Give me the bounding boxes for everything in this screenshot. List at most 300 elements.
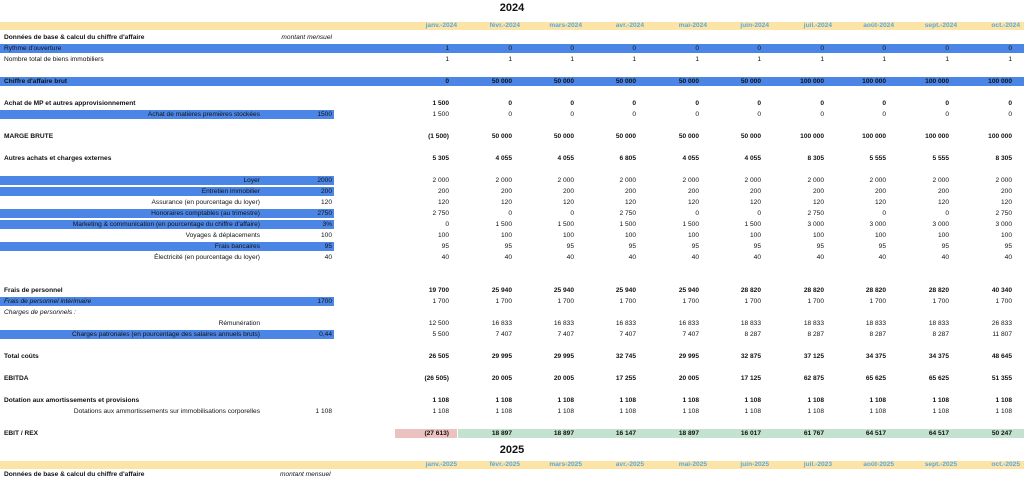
- value-cell[interactable]: 11 807: [992, 331, 1012, 338]
- value-cell[interactable]: 8 287: [869, 331, 886, 338]
- value-cell[interactable]: 8 287: [807, 331, 824, 338]
- value-cell[interactable]: 16 833: [491, 320, 512, 327]
- value-cell[interactable]: 0: [945, 45, 949, 52]
- row-parameter-value[interactable]: 95: [324, 243, 332, 250]
- value-cell[interactable]: 37 125: [803, 353, 824, 360]
- value-cell[interactable]: 1 700: [869, 298, 886, 305]
- spacer-row: [0, 363, 1024, 372]
- value-cell[interactable]: 2 000: [995, 177, 1012, 184]
- value-cell[interactable]: 200: [624, 188, 636, 195]
- value-cell[interactable]: 1: [757, 56, 761, 63]
- row-parameter-value[interactable]: 3%: [322, 221, 332, 228]
- value-cell[interactable]: 1 108: [932, 408, 949, 415]
- row-parameter-value[interactable]: 2000: [317, 177, 332, 184]
- value-cell[interactable]: 4 055: [557, 155, 574, 162]
- month-header-cell[interactable]: oct.-2025: [991, 461, 1020, 468]
- row-label: Rythme d'ouverture: [4, 45, 62, 52]
- value-cell[interactable]: 61 767: [803, 430, 824, 437]
- value-cell[interactable]: 2 750: [807, 210, 824, 217]
- value-cell[interactable]: 40: [941, 254, 949, 261]
- value-cell[interactable]: 16 833: [553, 320, 574, 327]
- value-cell[interactable]: 0: [632, 111, 636, 118]
- spacer-row: [0, 165, 1024, 174]
- table-row: [0, 209, 1024, 218]
- value-cell[interactable]: 50 000: [740, 133, 761, 140]
- value-cell[interactable]: 1 108: [807, 408, 824, 415]
- value-cell[interactable]: 8 287: [932, 331, 949, 338]
- value-cell[interactable]: 16 833: [615, 320, 636, 327]
- value-cell[interactable]: 95: [816, 243, 824, 250]
- value-cell[interactable]: 40: [1004, 254, 1012, 261]
- value-cell[interactable]: 25 940: [491, 287, 512, 294]
- table-row: [0, 99, 1024, 108]
- value-cell[interactable]: 0: [882, 210, 886, 217]
- value-cell[interactable]: 50 000: [615, 78, 636, 85]
- value-cell[interactable]: 120: [874, 199, 886, 206]
- table-row: [0, 55, 1024, 64]
- value-cell[interactable]: 5 305: [432, 155, 449, 162]
- spacer-row: [0, 264, 1024, 273]
- value-cell[interactable]: 50 000: [740, 78, 761, 85]
- value-cell[interactable]: 29 995: [553, 353, 574, 360]
- value-cell[interactable]: 2 000: [619, 177, 636, 184]
- value-cell[interactable]: 8 287: [744, 331, 761, 338]
- row-parameter-value[interactable]: 1500: [317, 111, 332, 118]
- spacer-row: [0, 143, 1024, 152]
- value-cell[interactable]: 2 000: [495, 177, 512, 184]
- value-cell[interactable]: 18 897: [553, 430, 574, 437]
- value-cell[interactable]: 26 833: [991, 320, 1012, 327]
- table-row: [0, 198, 1024, 207]
- value-cell[interactable]: 0: [445, 78, 449, 85]
- month-header-cell[interactable]: mai-2025: [678, 461, 707, 468]
- value-cell[interactable]: 32 875: [740, 353, 761, 360]
- value-cell[interactable]: 1 108: [744, 397, 761, 404]
- value-cell[interactable]: 1 500: [495, 221, 512, 228]
- value-cell[interactable]: 26 505: [428, 353, 449, 360]
- value-cell[interactable]: 100: [812, 232, 824, 239]
- value-cell[interactable]: 120: [812, 199, 824, 206]
- value-cell[interactable]: 1 108: [619, 397, 636, 404]
- value-cell[interactable]: 120: [1000, 199, 1012, 206]
- row-param: montant mensuel: [280, 471, 331, 478]
- value-cell[interactable]: 0: [757, 100, 761, 107]
- value-cell[interactable]: 100 000: [800, 78, 824, 85]
- value-cell[interactable]: 1 108: [432, 408, 449, 415]
- value-cell[interactable]: 25 940: [678, 287, 699, 294]
- value-cell[interactable]: 28 820: [803, 287, 824, 294]
- value-cell[interactable]: 2 750: [619, 210, 636, 217]
- value-cell[interactable]: 18 897: [678, 430, 699, 437]
- value-cell[interactable]: 7 407: [557, 331, 574, 338]
- value-cell[interactable]: 7 407: [682, 331, 699, 338]
- value-cell[interactable]: 0: [882, 45, 886, 52]
- value-cell[interactable]: 0: [570, 45, 574, 52]
- value-cell[interactable]: 65 625: [928, 375, 949, 382]
- month-header-cell[interactable]: sept.-2024: [924, 22, 957, 29]
- value-cell[interactable]: 1: [570, 56, 574, 63]
- value-cell[interactable]: 40: [878, 254, 886, 261]
- value-cell[interactable]: 1 700: [744, 298, 761, 305]
- value-cell[interactable]: 34 375: [865, 353, 886, 360]
- value-cell[interactable]: 3 000: [869, 221, 886, 228]
- value-cell[interactable]: 1 108: [557, 408, 574, 415]
- value-cell[interactable]: 50 000: [615, 133, 636, 140]
- value-cell[interactable]: 48 645: [991, 353, 1012, 360]
- value-cell[interactable]: 2 750: [995, 210, 1012, 217]
- value-cell[interactable]: 1 108: [557, 397, 574, 404]
- value-cell[interactable]: 1 700: [619, 298, 636, 305]
- value-cell[interactable]: 2 000: [807, 177, 824, 184]
- value-cell[interactable]: 95: [691, 243, 699, 250]
- value-cell[interactable]: 2 000: [932, 177, 949, 184]
- row-parameter-value[interactable]: 100: [320, 232, 332, 239]
- month-header-cell[interactable]: mars-2024: [549, 22, 582, 29]
- value-cell[interactable]: 51 355: [991, 375, 1012, 382]
- value-cell[interactable]: 1: [695, 56, 699, 63]
- value-cell[interactable]: 18 833: [740, 320, 761, 327]
- value-cell[interactable]: 2 000: [557, 177, 574, 184]
- value-cell[interactable]: 50 000: [491, 133, 512, 140]
- value-cell[interactable]: 16 147: [615, 430, 636, 437]
- value-cell[interactable]: 20 005: [491, 375, 512, 382]
- value-cell[interactable]: 19 700: [428, 287, 449, 294]
- value-cell[interactable]: 28 820: [740, 287, 761, 294]
- value-cell[interactable]: 18 833: [803, 320, 824, 327]
- value-cell[interactable]: 40: [816, 254, 824, 261]
- row-parameter-value[interactable]: 120: [320, 199, 332, 206]
- value-cell[interactable]: 0: [882, 100, 886, 107]
- value-cell[interactable]: 18 833: [865, 320, 886, 327]
- month-header-cell[interactable]: août-2025: [863, 461, 894, 468]
- value-cell[interactable]: 1: [508, 56, 512, 63]
- value-cell[interactable]: 1 700: [557, 298, 574, 305]
- value-cell[interactable]: 100 000: [988, 133, 1012, 140]
- row-label: Frais de personnel: [4, 287, 63, 294]
- value-cell[interactable]: 200: [937, 188, 949, 195]
- value-cell[interactable]: 200: [687, 188, 699, 195]
- value-cell[interactable]: 40: [504, 254, 512, 261]
- value-cell[interactable]: 1 108: [807, 397, 824, 404]
- value-cell[interactable]: 200: [500, 188, 512, 195]
- row-2025-first[interactable]: [0, 470, 1024, 479]
- value-cell[interactable]: 1 108: [682, 397, 699, 404]
- value-cell[interactable]: 100: [437, 232, 449, 239]
- value-cell[interactable]: 95: [878, 243, 886, 250]
- value-cell[interactable]: 1 108: [495, 408, 512, 415]
- value-cell[interactable]: 3 000: [932, 221, 949, 228]
- value-cell[interactable]: 1 108: [432, 397, 449, 404]
- value-cell[interactable]: (26 505): [424, 375, 449, 382]
- value-cell[interactable]: 29 995: [491, 353, 512, 360]
- value-cell[interactable]: 100 000: [862, 133, 886, 140]
- value-cell[interactable]: 100 000: [800, 133, 824, 140]
- row-parameter-value[interactable]: 0,44: [319, 331, 332, 338]
- value-cell[interactable]: 0: [945, 210, 949, 217]
- value-cell[interactable]: 0: [945, 100, 949, 107]
- value-cell[interactable]: 64 517: [928, 430, 949, 437]
- value-cell[interactable]: 2 750: [432, 210, 449, 217]
- value-cell[interactable]: 1 700: [995, 298, 1012, 305]
- value-cell[interactable]: 100: [937, 232, 949, 239]
- row-label: EBIT / REX: [4, 430, 39, 437]
- value-cell[interactable]: 1 108: [869, 408, 886, 415]
- value-cell[interactable]: 1 700: [932, 298, 949, 305]
- value-cell[interactable]: 1 700: [807, 298, 824, 305]
- value-cell[interactable]: 0: [695, 111, 699, 118]
- value-cell[interactable]: 17 125: [740, 375, 761, 382]
- value-cell[interactable]: 40: [691, 254, 699, 261]
- row-label: Achat de MP et autres approvisionnement: [4, 100, 136, 107]
- month-header-cell[interactable]: juil.-2023: [803, 461, 832, 468]
- row-label: Autres achats et charges externes: [4, 155, 112, 162]
- value-cell[interactable]: 29 995: [678, 353, 699, 360]
- table-row: [0, 220, 1024, 229]
- value-cell[interactable]: 95: [1004, 243, 1012, 250]
- value-cell[interactable]: 28 820: [928, 287, 949, 294]
- value-cell[interactable]: 1: [445, 45, 449, 52]
- value-cell[interactable]: 200: [562, 188, 574, 195]
- value-cell[interactable]: 0: [757, 111, 761, 118]
- value-cell[interactable]: 1 500: [744, 221, 761, 228]
- value-cell[interactable]: 34 375: [928, 353, 949, 360]
- row-label: Nombre total de biens immobiliers: [4, 56, 104, 63]
- month-header-cell[interactable]: mars-2025: [549, 461, 582, 468]
- value-cell[interactable]: 4 055: [682, 155, 699, 162]
- value-cell[interactable]: 100: [1000, 232, 1012, 239]
- value-cell[interactable]: 200: [1000, 188, 1012, 195]
- value-cell[interactable]: 1 500: [557, 221, 574, 228]
- value-cell[interactable]: 1 700: [682, 298, 699, 305]
- value-cell[interactable]: 50 000: [491, 78, 512, 85]
- month-header-cell[interactable]: janv.-2024: [425, 22, 457, 29]
- value-cell[interactable]: 40: [441, 254, 449, 261]
- value-cell[interactable]: 50 000: [678, 78, 699, 85]
- value-cell[interactable]: 16 833: [678, 320, 699, 327]
- value-cell[interactable]: 4 055: [744, 155, 761, 162]
- value-cell[interactable]: 95: [753, 243, 761, 250]
- value-cell[interactable]: 95: [941, 243, 949, 250]
- value-cell[interactable]: 95: [441, 243, 449, 250]
- value-cell[interactable]: 2 000: [682, 177, 699, 184]
- table-row: [0, 187, 1024, 196]
- value-cell[interactable]: 100 000: [925, 133, 949, 140]
- value-cell[interactable]: 7 407: [619, 331, 636, 338]
- row-parameter-value[interactable]: 200: [320, 188, 332, 195]
- value-cell[interactable]: 95: [566, 243, 574, 250]
- value-cell[interactable]: 40 340: [991, 287, 1012, 294]
- value-cell[interactable]: 120: [937, 199, 949, 206]
- value-cell[interactable]: 12 500: [428, 320, 449, 327]
- value-cell[interactable]: 200: [874, 188, 886, 195]
- value-cell[interactable]: 1 108: [995, 408, 1012, 415]
- value-cell[interactable]: 100: [500, 232, 512, 239]
- value-cell[interactable]: 2 000: [869, 177, 886, 184]
- value-cell[interactable]: 5 555: [869, 155, 886, 162]
- value-cell[interactable]: 100 000: [862, 78, 886, 85]
- month-header-cell[interactable]: juin-2024: [740, 22, 769, 29]
- value-cell[interactable]: 0: [820, 45, 824, 52]
- row-parameter-value[interactable]: 1 108: [315, 408, 332, 415]
- value-cell[interactable]: 100: [687, 232, 699, 239]
- value-cell[interactable]: 1 108: [682, 408, 699, 415]
- value-cell[interactable]: 0: [570, 100, 574, 107]
- value-cell[interactable]: 64 517: [865, 430, 886, 437]
- table-row: [0, 330, 1024, 339]
- month-header-cell[interactable]: juin-2025: [740, 461, 769, 468]
- value-cell[interactable]: 100: [624, 232, 636, 239]
- value-cell[interactable]: 1: [445, 56, 449, 63]
- value-cell[interactable]: 0: [757, 45, 761, 52]
- value-cell[interactable]: 1 500: [682, 221, 699, 228]
- value-cell[interactable]: 40: [753, 254, 761, 261]
- row-parameter-value[interactable]: 2750: [317, 210, 332, 217]
- value-cell[interactable]: 120: [749, 199, 761, 206]
- value-cell[interactable]: 18 897: [491, 430, 512, 437]
- value-cell[interactable]: 120: [500, 199, 512, 206]
- value-cell[interactable]: 0: [508, 100, 512, 107]
- value-cell[interactable]: 4 055: [495, 155, 512, 162]
- month-header-cell[interactable]: févr.-2025: [489, 461, 520, 468]
- value-cell[interactable]: 120: [562, 199, 574, 206]
- value-cell[interactable]: 1 108: [495, 397, 512, 404]
- value-cell[interactable]: 0: [632, 45, 636, 52]
- value-cell[interactable]: 3 000: [995, 221, 1012, 228]
- value-cell[interactable]: 17 255: [615, 375, 636, 382]
- value-cell[interactable]: 0: [695, 45, 699, 52]
- row-parameter-value[interactable]: 40: [324, 254, 332, 261]
- value-cell[interactable]: 2 000: [744, 177, 761, 184]
- month-header-cell[interactable]: avr.-2024: [615, 22, 644, 29]
- value-cell[interactable]: 5 555: [932, 155, 949, 162]
- value-cell[interactable]: 0: [570, 111, 574, 118]
- month-header-cell[interactable]: août-2024: [863, 22, 894, 29]
- value-cell[interactable]: 0: [820, 111, 824, 118]
- value-cell[interactable]: 16 017: [740, 430, 761, 437]
- value-cell[interactable]: 0: [695, 100, 699, 107]
- value-cell[interactable]: 40: [628, 254, 636, 261]
- value-cell[interactable]: 1 700: [495, 298, 512, 305]
- value-cell[interactable]: 200: [437, 188, 449, 195]
- value-cell[interactable]: 0: [945, 111, 949, 118]
- value-cell[interactable]: 50 000: [553, 133, 574, 140]
- row-label: Frais de personnel intérimaire: [4, 298, 92, 305]
- value-cell[interactable]: 0: [1008, 100, 1012, 107]
- month-header-cell[interactable]: avr.-2025: [615, 461, 644, 468]
- month-header-cell[interactable]: sept.-2025: [924, 461, 957, 468]
- value-cell[interactable]: 0: [508, 45, 512, 52]
- row-parameter-value[interactable]: montant mensuel: [281, 34, 332, 41]
- month-header-cell[interactable]: janv.-2025: [425, 461, 457, 468]
- value-cell[interactable]: 1 700: [432, 298, 449, 305]
- row-parameter-value[interactable]: 1700: [317, 298, 332, 305]
- month-header-cell[interactable]: juil.-2024: [803, 22, 832, 29]
- value-cell[interactable]: 0: [570, 210, 574, 217]
- value-cell[interactable]: 0: [882, 111, 886, 118]
- value-cell[interactable]: 0: [508, 210, 512, 217]
- value-cell[interactable]: 100 000: [988, 78, 1012, 85]
- value-cell[interactable]: 1 108: [869, 397, 886, 404]
- value-cell[interactable]: 32 745: [615, 353, 636, 360]
- value-cell[interactable]: 100 000: [925, 78, 949, 85]
- value-cell[interactable]: 2 000: [432, 177, 449, 184]
- value-cell[interactable]: (1 500): [428, 133, 449, 140]
- month-header-cell[interactable]: févr.-2024: [489, 22, 520, 29]
- value-cell[interactable]: 65 625: [865, 375, 886, 382]
- value-cell[interactable]: 20 005: [678, 375, 699, 382]
- row-label: EBITDA: [4, 375, 29, 382]
- value-cell[interactable]: 28 820: [865, 287, 886, 294]
- value-cell[interactable]: 8 305: [995, 155, 1012, 162]
- value-cell[interactable]: 95: [504, 243, 512, 250]
- value-cell[interactable]: 1 500: [619, 221, 636, 228]
- value-cell[interactable]: 25 940: [553, 287, 574, 294]
- value-cell[interactable]: 200: [749, 188, 761, 195]
- month-header-cell[interactable]: oct.-2024: [991, 22, 1020, 29]
- month-header-cell[interactable]: mai-2024: [678, 22, 707, 29]
- value-cell[interactable]: 200: [812, 188, 824, 195]
- value-cell[interactable]: 1 500: [432, 111, 449, 118]
- value-cell[interactable]: (27 613): [424, 430, 449, 437]
- value-cell[interactable]: 1: [1008, 56, 1012, 63]
- value-cell[interactable]: 5 500: [432, 331, 449, 338]
- value-cell[interactable]: 0: [757, 210, 761, 217]
- value-cell[interactable]: 120: [624, 199, 636, 206]
- value-cell[interactable]: 50 000: [678, 133, 699, 140]
- value-cell[interactable]: 100: [562, 232, 574, 239]
- value-cell[interactable]: 0: [1008, 111, 1012, 118]
- value-cell[interactable]: 1: [820, 56, 824, 63]
- value-cell[interactable]: 6 805: [619, 155, 636, 162]
- value-cell[interactable]: 0: [820, 100, 824, 107]
- value-cell[interactable]: 95: [628, 243, 636, 250]
- value-cell[interactable]: 3 000: [807, 221, 824, 228]
- value-cell[interactable]: 20 005: [553, 375, 574, 382]
- value-cell[interactable]: 62 875: [803, 375, 824, 382]
- table-row: [0, 154, 1024, 163]
- value-cell[interactable]: 1 108: [619, 408, 636, 415]
- value-cell[interactable]: 0: [445, 221, 449, 228]
- value-cell[interactable]: 50 000: [553, 78, 574, 85]
- value-cell[interactable]: 100: [749, 232, 761, 239]
- value-cell[interactable]: 120: [437, 199, 449, 206]
- value-cell[interactable]: 0: [1008, 45, 1012, 52]
- table-row: [0, 110, 1024, 119]
- value-cell[interactable]: 1 108: [932, 397, 949, 404]
- row-label: Dotation aux amortissements et provisions: [4, 397, 140, 404]
- value-cell[interactable]: 0: [695, 210, 699, 217]
- value-cell[interactable]: 0: [632, 100, 636, 107]
- value-cell[interactable]: 1: [945, 56, 949, 63]
- value-cell[interactable]: 8 305: [807, 155, 824, 162]
- month-header-2025: [0, 461, 1024, 469]
- value-cell[interactable]: 100: [874, 232, 886, 239]
- value-cell[interactable]: 50 247: [991, 430, 1012, 437]
- value-cell[interactable]: 1 108: [744, 408, 761, 415]
- value-cell[interactable]: 0: [508, 111, 512, 118]
- value-cell[interactable]: 25 940: [615, 287, 636, 294]
- value-cell[interactable]: 1 500: [432, 100, 449, 107]
- value-cell[interactable]: 7 407: [495, 331, 512, 338]
- value-cell[interactable]: 1: [632, 56, 636, 63]
- row-label: Électricité (en pourcentage du loyer): [154, 254, 260, 261]
- value-cell[interactable]: 1 108: [995, 397, 1012, 404]
- value-cell[interactable]: 1: [882, 56, 886, 63]
- value-cell[interactable]: 120: [687, 199, 699, 206]
- value-cell[interactable]: 40: [566, 254, 574, 261]
- value-cell[interactable]: 18 833: [928, 320, 949, 327]
- row-label: Charges patronales (en pourcentage des salaires annuels bruts): [71, 331, 260, 338]
